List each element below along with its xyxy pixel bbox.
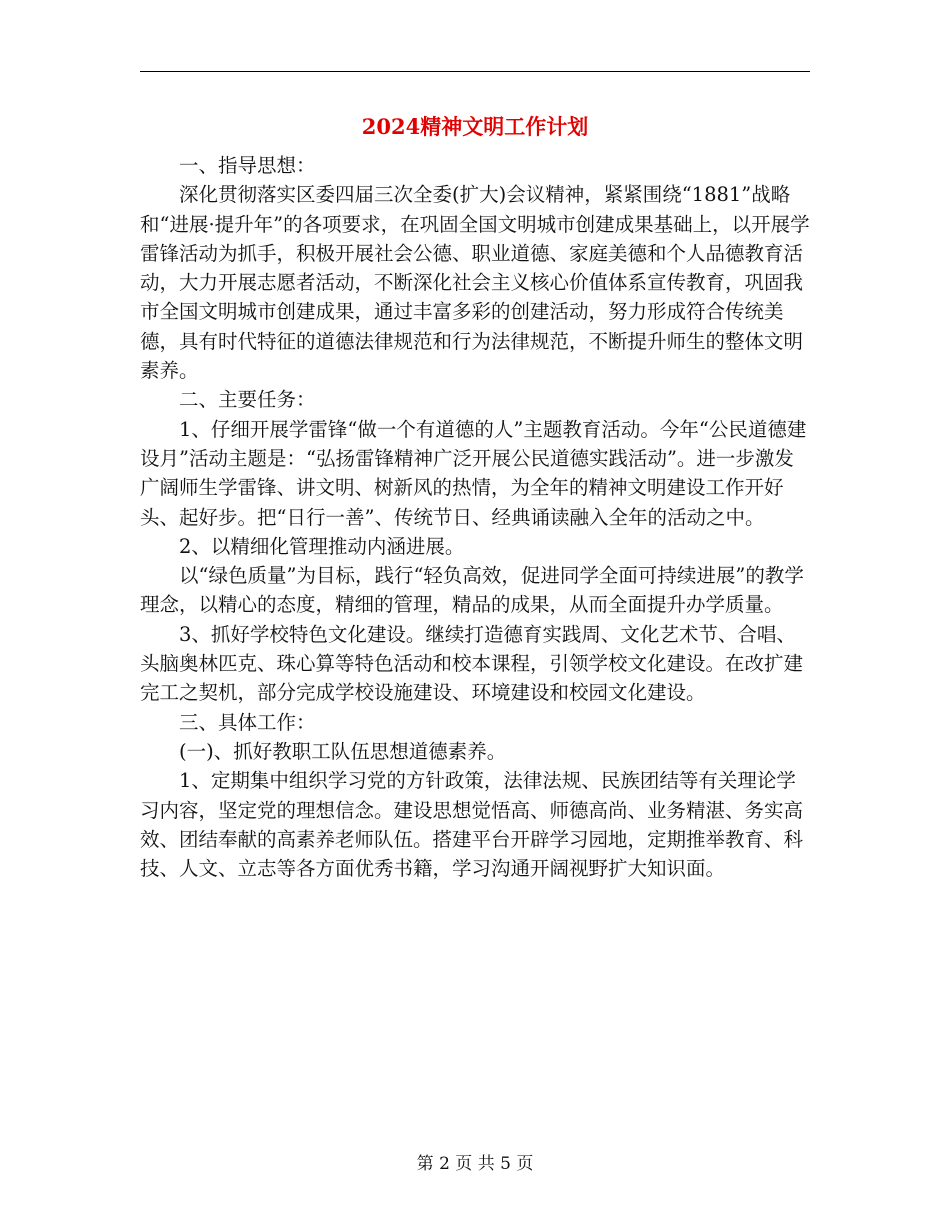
document-title: 2024精神文明工作计划 <box>361 114 589 139</box>
paragraph: (一)、抓好教职工队伍思想道德素养。 <box>179 739 507 763</box>
document-body <box>140 151 810 883</box>
paragraph: 三、具体工作： <box>179 710 316 734</box>
paragraph: 2、以精细化管理推动内涵进展。 <box>179 534 465 558</box>
paragraph: 深化贯彻落实区委四届三次全委(扩大)会议精神，紧紧围绕“1881”战略和“进展·提升年”的各项要求，在巩固全国文明城市创建成果基础上，以开展学雷锋活动为抓手，积极开展社会公德、职业道德、家庭美德和个人品德教育活动，大力开展志愿者活动，不断深化社会主义核心价值体系宣传教育，巩固我市全国文明城市创建成果，通过丰富多彩的创建活动，努力形成符合传统美德，具有时代特征的道德法律规范和行为法律规范，不断提升师生的整体文明素养。 <box>140 183 810 383</box>
paragraph: 一、指导思想： <box>179 154 316 177</box>
paragraph: 3、抓好学校特色文化建设。继续打造德育实践周、文化艺术节、合唱、头脑奥林匹克、珠心算等特色活动和校本课程，引领学校文化建设。在改扩建完工之契机，部分完成学校设施建设、环境建设和校园文化建设。 <box>140 622 804 705</box>
header-rule <box>140 71 810 72</box>
paragraph: 1、仔细开展学雷锋“做一个有道德的人”主题教育活动。今年“公民道德建设月”活动主题是：“弘扬雷锋精神广泛开展公民道德实践活动”。进一步激发广阔师生学雷锋、讲文明、树新风的热情，为全年的精神文明建设工作开好头、起好步。把“日行一善”、传统节日、经典诵读融入全年的活动之中。 <box>140 417 807 529</box>
paragraph: 1、定期集中组织学习党的方针政策，法律法规、民族团结等有关理论学习内容，坚定党的理想信念。建设思想觉悟高、师德高尚、业务精湛、务实高效、团结奉献的高素养老师队伍。搭建平台开辟学习园地，定期推举教育、科技、人文、立志等各方面优秀书籍，学习沟通开阔视野扩大知识面。 <box>140 769 804 881</box>
page-number-footer: 第 2 页 共 5 页 <box>416 1154 534 1174</box>
paragraph: 二、主要任务： <box>179 388 316 412</box>
paragraph: 以“绿色质量”为目标，践行“轻负高效，促进同学全面可持续进展”的教学理念，以精心的态度，精细的管理，精品的成果，从而全面提升办学质量。 <box>140 564 804 617</box>
